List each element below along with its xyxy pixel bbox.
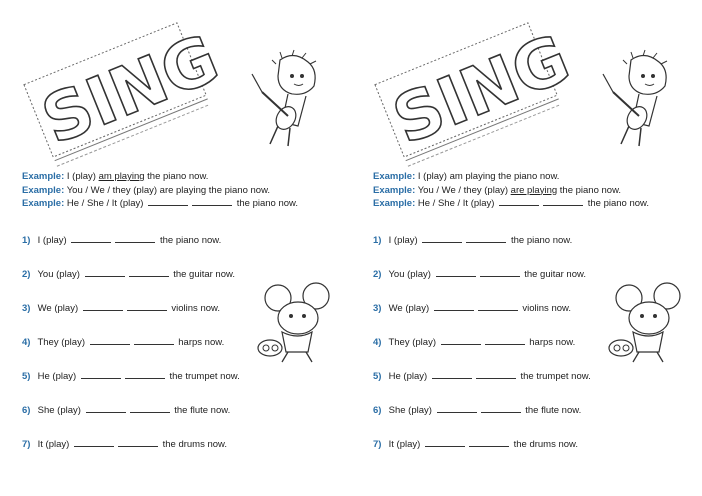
exercise-item: 1) I (play) the piano now.: [22, 235, 222, 246]
girl-guitar-illustration: [242, 52, 332, 150]
example-line: Example: He / She / It (play) the piano now.: [22, 198, 299, 209]
answer-blank[interactable]: [125, 370, 165, 379]
answer-blank[interactable]: [85, 268, 125, 277]
exercise-item: 2) You (play) the guitar now.: [373, 269, 586, 280]
exercise-item: 5) He (play) the trumpet now.: [373, 371, 591, 382]
answer-blank[interactable]: [118, 438, 158, 447]
answer-blank[interactable]: [436, 268, 476, 277]
exercise-item: 1) I (play) the piano now.: [373, 235, 573, 246]
example-line: Example: He / She / It (play) the piano now.: [373, 198, 650, 209]
answer-blank[interactable]: [437, 404, 477, 413]
answer-blank[interactable]: [466, 234, 506, 243]
answer-blank[interactable]: [481, 404, 521, 413]
exercise-item: 7) It (play) the drums now.: [373, 439, 579, 450]
answer-blank[interactable]: [480, 268, 520, 277]
mouse-illustration: [599, 282, 691, 364]
example-line: Example: You / We / they (play) are playing the piano now.: [22, 184, 271, 196]
example-line: Example: I (play) am playing the piano now.: [22, 171, 209, 182]
answer-blank[interactable]: [130, 404, 170, 413]
answer-blank[interactable]: [469, 438, 509, 447]
answer-blank[interactable]: [81, 370, 121, 379]
mouse-illustration: [248, 282, 340, 364]
sing-logo: [373, 14, 580, 164]
svg-text:SING: SING: [31, 19, 229, 160]
answer-blank[interactable]: [86, 404, 126, 413]
exercise-item: 4) They (play) harps now.: [373, 337, 576, 348]
exercise-item: 3) We (play) violins now.: [373, 303, 571, 314]
answer-blank[interactable]: [71, 234, 111, 243]
answer-blank[interactable]: [476, 370, 516, 379]
answer-blank[interactable]: [485, 336, 525, 345]
answer-blank[interactable]: [134, 336, 174, 345]
exercise-item: 3) We (play) violins now.: [22, 303, 220, 314]
worksheet-right: [351, 0, 702, 496]
answer-blank[interactable]: [441, 336, 481, 345]
exercise-item: 5) He (play) the trumpet now.: [22, 371, 240, 382]
answer-blank[interactable]: [83, 302, 123, 311]
answer-blank[interactable]: [422, 234, 462, 243]
exercise-item: 4) They (play) harps now.: [22, 337, 225, 348]
answer-blank[interactable]: [425, 438, 465, 447]
sing-logo: [22, 14, 229, 164]
example-line: Example: I (play) am playing the piano now.: [373, 171, 560, 182]
girl-guitar-illustration: [593, 52, 683, 150]
examples-block: [373, 170, 649, 211]
svg-text:SING: SING: [382, 19, 580, 160]
answer-blank[interactable]: [127, 302, 167, 311]
answer-blank[interactable]: [434, 302, 474, 311]
answer-blank[interactable]: [478, 302, 518, 311]
answer-blank[interactable]: [90, 336, 130, 345]
exercise-item: 7) It (play) the drums now.: [22, 439, 228, 450]
answer-blank[interactable]: [115, 234, 155, 243]
exercise-item: 6) She (play) the flute now.: [373, 405, 582, 416]
examples-block: [22, 170, 298, 211]
example-line: Example: You / We / they (play) are playing the piano now.: [373, 184, 622, 196]
answer-blank[interactable]: [129, 268, 169, 277]
exercise-item: 6) She (play) the flute now.: [22, 405, 231, 416]
answer-blank[interactable]: [74, 438, 114, 447]
exercise-item: 2) You (play) the guitar now.: [22, 269, 235, 280]
answer-blank[interactable]: [432, 370, 472, 379]
